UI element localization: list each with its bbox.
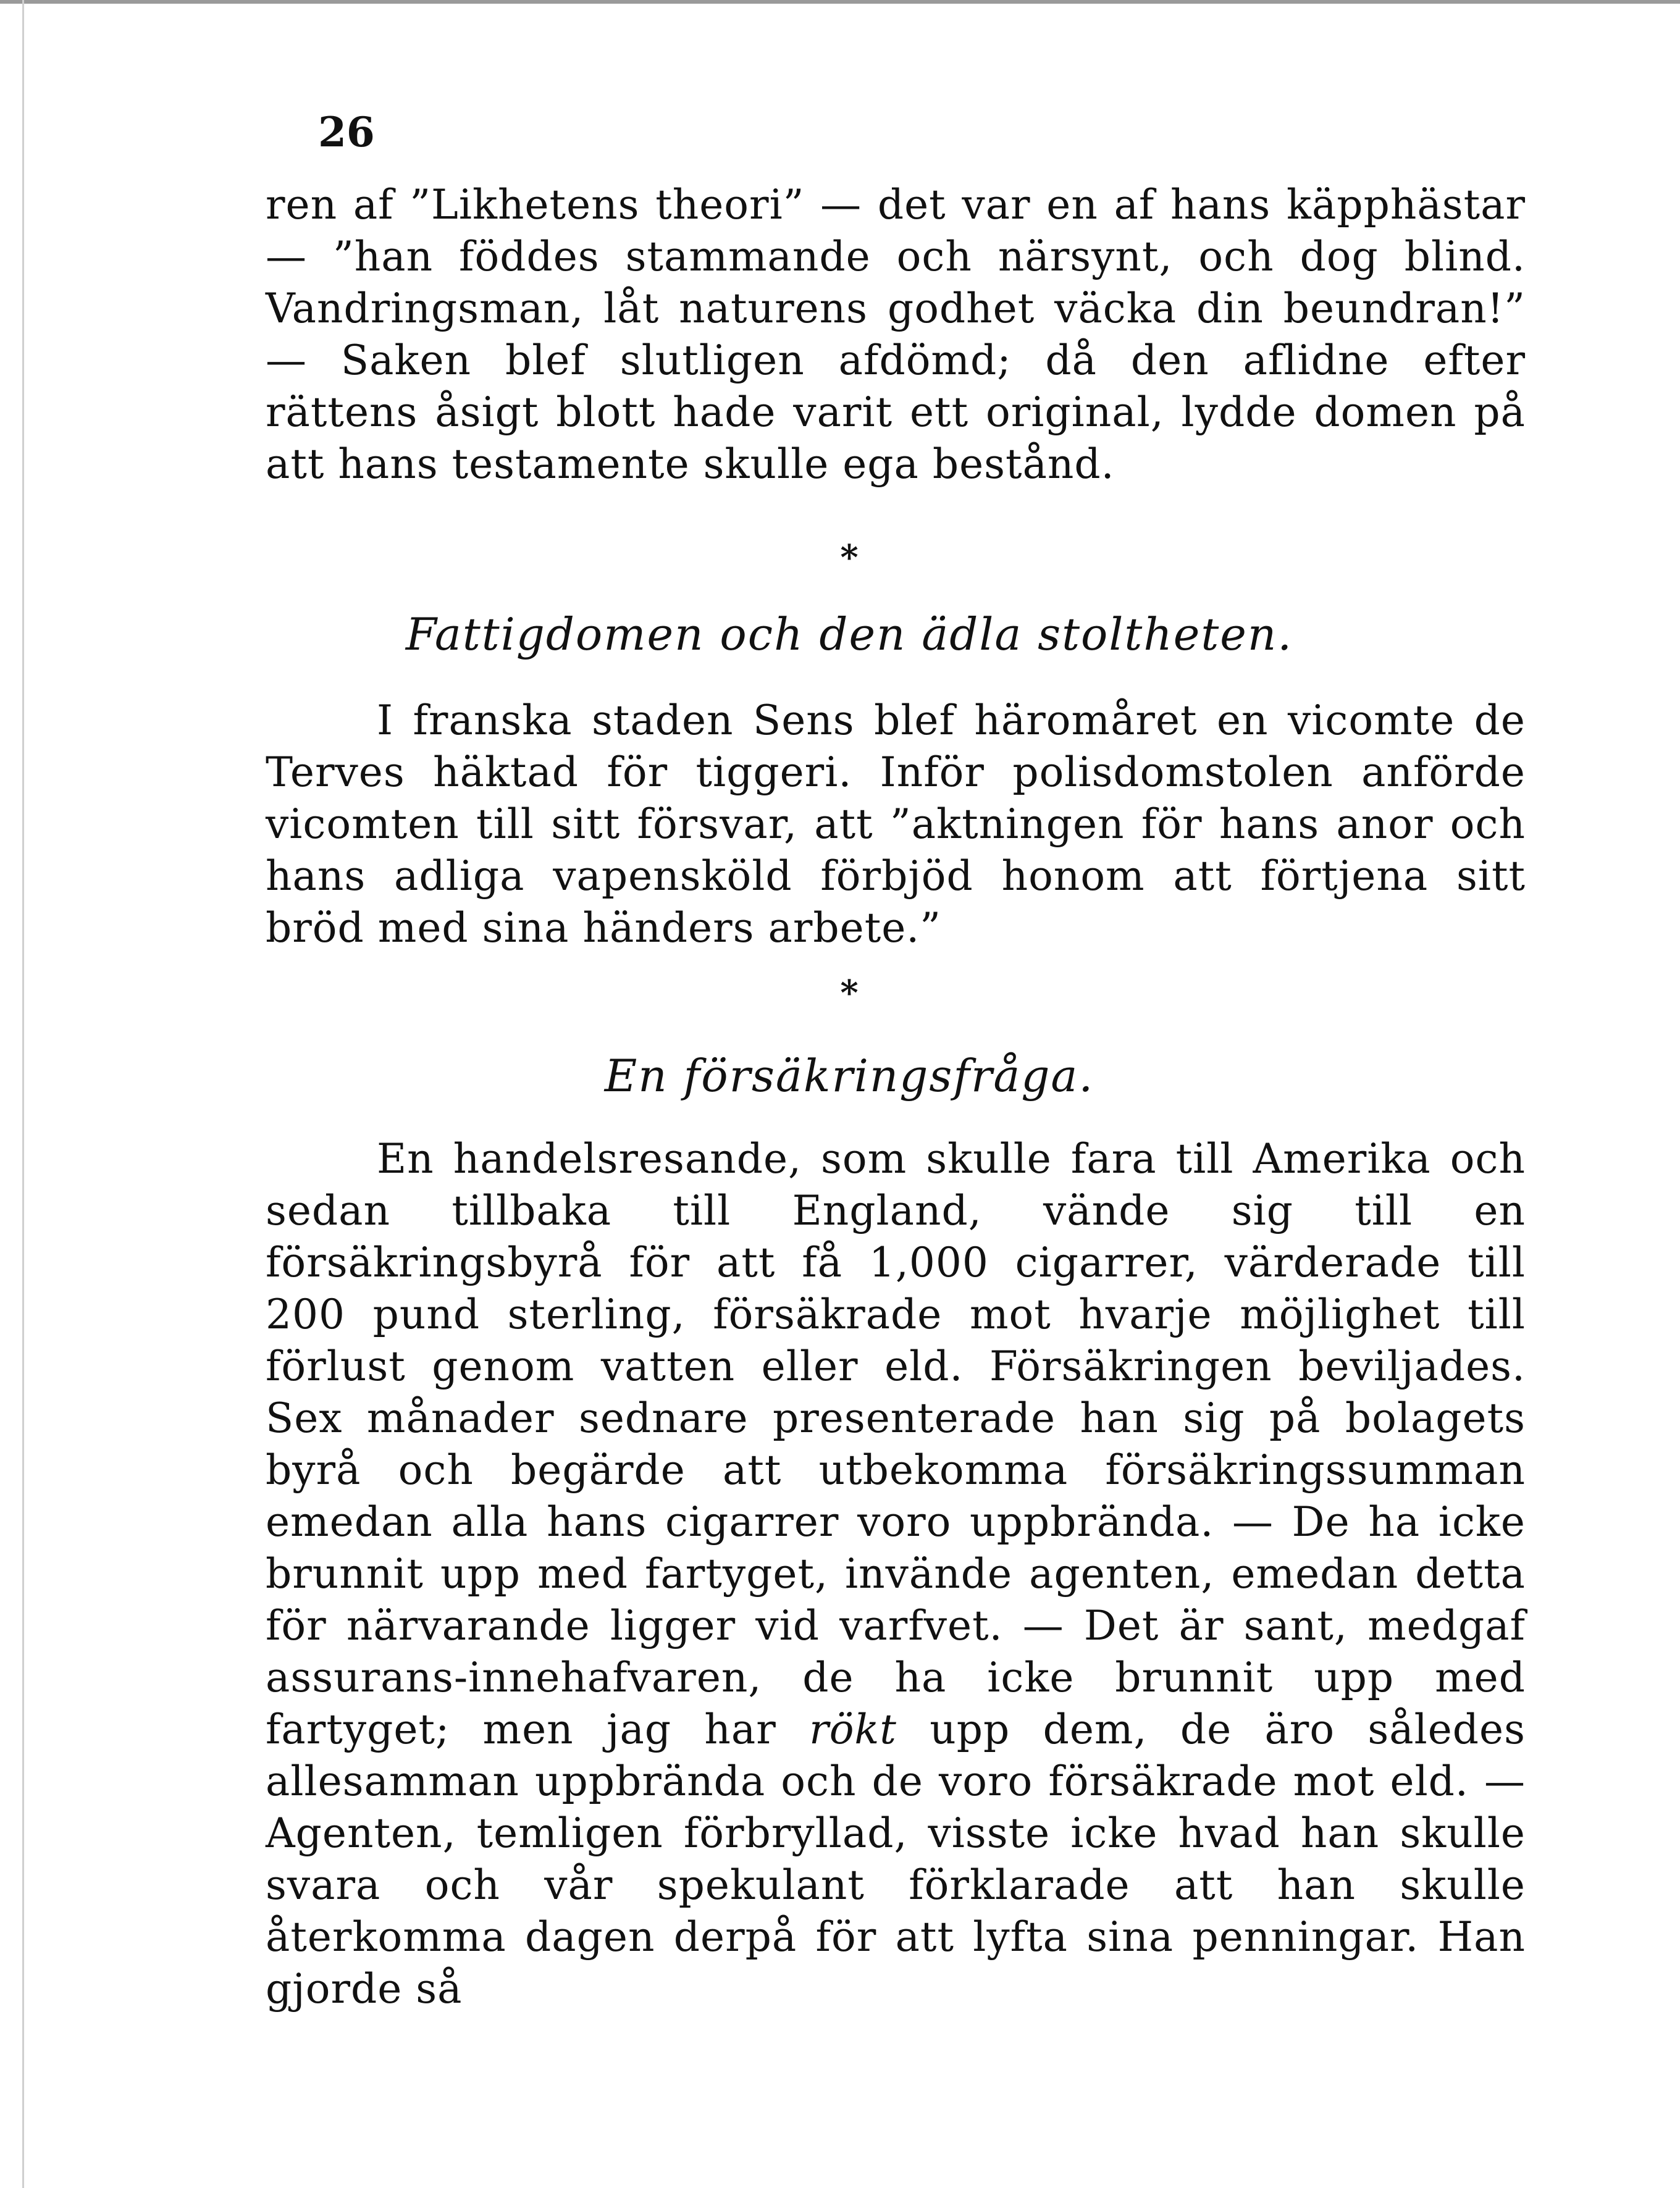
section-heading-forsakringsfraga: En försäkringsfråga. [604, 1050, 1094, 1102]
text-block-forsakringsfraga [266, 1133, 1526, 2015]
section-separator-asterisk: * [840, 973, 859, 1013]
text-block-continuation [266, 179, 1526, 490]
page-number: 26 [318, 108, 375, 156]
paragraph-fattigdomen: I franska staden Sens blef häromåret en vicomte de Terves häktad för tiggeri. Inför polisdomstolen anförde vicomten till sitt försvar, att ”aktningen för hans anor och hans adliga vapensköld förbjöd honom att förtjena sitt bröd med sina händers arbete.” [266, 697, 1526, 952]
emphasized-word: rökt [809, 1706, 897, 1753]
scan-top-edge [0, 0, 1680, 4]
text-block-fattigdomen [266, 695, 1526, 954]
section-separator-asterisk: * [840, 537, 859, 578]
paragraph-forsakringsfraga [266, 1133, 1526, 2015]
paragraph-continuation: ren af ”Likhetens theori” — det var en af hans käpphästar — ”han föddes stammande och närsynt, och dog blind. Vandringsman, låt naturens godhet väcka din beundran!” — Saken blef slutligen afdömd; då den aflidne efter rättens åsigt blott hade varit ett original, lydde domen på att hans testamente skulle ega bestånd. [266, 181, 1526, 488]
section-heading-fattigdomen: Fattigdomen och den ädla stoltheten. [405, 608, 1293, 660]
paragraph-text-part: upp dem, de äro således allesamman uppbrända och de voro försäkrade mot eld. — Agenten, temligen förbryllad, visste icke hvad han skulle svara och vår spekulant förklarade att han skulle återkomma dagen derpå för att lyfta sina penningar. Han gjorde så [266, 1706, 1526, 2013]
paragraph-text-part: En handelsresande, som skulle fara till Amerika och sedan tillbaka till England, vände sig till en försäkringsbyrå för att få 1,000 cigarrer, värderade till 200 pund sterling, försäkrade mot hvarje möjlighet till förlust genom vatten eller eld. Försäkringen beviljades. Sex månader sednare presenterade han sig på bolagets byrå och begärde att utbekomma försäkringssumman emedan alla hans cigarrer voro uppbrända. — De ha icke brunnit upp med fartyget, invände agenten, emedan detta för närvarande ligger vid varfvet. — Det är sant, medgaf assurans-innehafvaren, de ha icke brunnit upp med fartyget; men jag har [266, 1135, 1526, 1753]
